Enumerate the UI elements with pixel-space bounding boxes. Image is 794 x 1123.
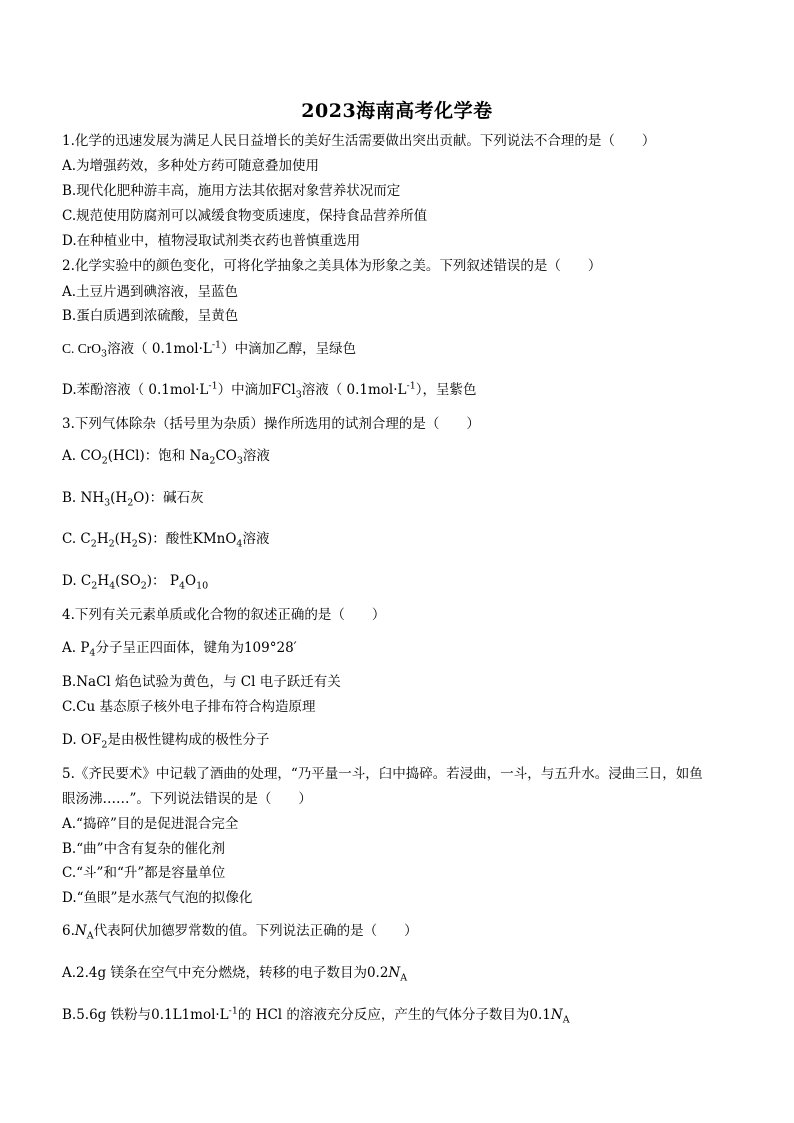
q3-option-b: B. $NH_3(H_2O)$：碱石灰 bbox=[62, 490, 204, 509]
q5-option-a: A.“捣碎”目的是促进混合完全 bbox=[62, 816, 239, 832]
q1-stem: 1.化学的迅速发展为满足人民日益增长的美好生活需要做出突出贡献。下列说法不合理的是（ ） bbox=[62, 133, 656, 149]
q2-option-a: A.土豆片遇到碘溶液，呈蓝色 bbox=[62, 284, 239, 300]
q3-option-d: D. $C_2H_4(SO_2)$： $P_4O_{10}$ bbox=[62, 573, 209, 592]
q2-option-b: B.蛋白质遇到浓硫酸，呈黄色 bbox=[62, 308, 239, 324]
q4-option-a: A. $P_4$分子呈正四面体，键角为109°28′ bbox=[62, 640, 297, 659]
q3-option-c: C. $C_2H_2(H_2S)$：酸性KMnO$_4$溶液 bbox=[62, 531, 270, 550]
q3-option-a: A. $CO_2(HCl)$：饱和 $Na_2CO_3$溶液 bbox=[62, 448, 270, 467]
q1-option-c: C.规范使用防腐剂可以减缓食物变质速度，保持食品营养所值 bbox=[62, 208, 428, 224]
q2-stem: 2.化学实验中的颜色变化，可将化学抽象之美具体为形象之美。下列叙述错误的是（ ） bbox=[62, 258, 602, 274]
q4-stem: 4.下列有关元素单质或化合物的叙述正确的是（ ） bbox=[62, 607, 386, 623]
q6-stem: $6.N_A$代表阿伏加德罗常数的值。下列说法正确的是（ ） bbox=[62, 923, 418, 942]
q5-stem-line-2: 眼汤沸……”。下列说法错误的是（ ） bbox=[62, 791, 312, 807]
q5-option-b: B.“曲”中含有复杂的催化剂 bbox=[62, 841, 226, 857]
q6-option-a: A.2.4g 镁条在空气中充分燃烧，转移的电子数目为$0.2N_A$ bbox=[62, 965, 408, 984]
q2-option-d: D.苯酚溶液（ $0.1mol\cdot L^{-1}$）中滴加FCl$_3$溶液（ $0.1mol\cdot L^{-1}$），呈紫色 bbox=[62, 380, 477, 401]
q1-option-b: B.现代化肥种游丰高，施用方法其依据对象营养状况而定 bbox=[62, 183, 401, 199]
page-title: 2023海南高考化学卷 bbox=[301, 100, 493, 122]
q4-option-d: D. $OF_2$是由极性键构成的极性分子 bbox=[62, 732, 270, 751]
q4-option-b: B.NaCl 焰色试验为黄色，与 Cl 电子跃迁有关 bbox=[62, 674, 341, 690]
q1-option-a: A.为增强药效，多种处方药可随意叠加使用 bbox=[62, 158, 320, 174]
q5-option-d: D.“鱼眼”是水蒸气气泡的拟像化 bbox=[62, 890, 253, 906]
q6-option-b: B.5.6g 铁粉与$0.1L1mol\cdot L^{-1}$的 HCl 的溶液充分反应，产生的气体分子数目为$0.1N_A$ bbox=[62, 1005, 570, 1026]
q4-option-c: C.Cu 基态原子核外电子排布符合构造原理 bbox=[62, 699, 316, 715]
q1-option-d: D.在种植业中，植物浸取试剂类衣药也普慎重选用 bbox=[62, 233, 361, 249]
q2-option-c: C. CrO$_3$溶液（ $0.1mol\cdot L^{-1}$）中滴加乙醇，呈绿色 bbox=[62, 339, 357, 360]
q5-option-c: C.“斗”和“升”都是容量单位 bbox=[62, 865, 226, 881]
q3-stem: 3.下列气体除杂（括号里为杂质）操作所选用的试剂合理的是（ ） bbox=[62, 416, 480, 432]
q5-stem-line-1: 5.《齐民要术》中记载了酒曲的处理，“乃平量一斗，臼中捣碎。若浸曲，一斗，与五升水。浸曲三日，如鱼 bbox=[62, 766, 703, 782]
